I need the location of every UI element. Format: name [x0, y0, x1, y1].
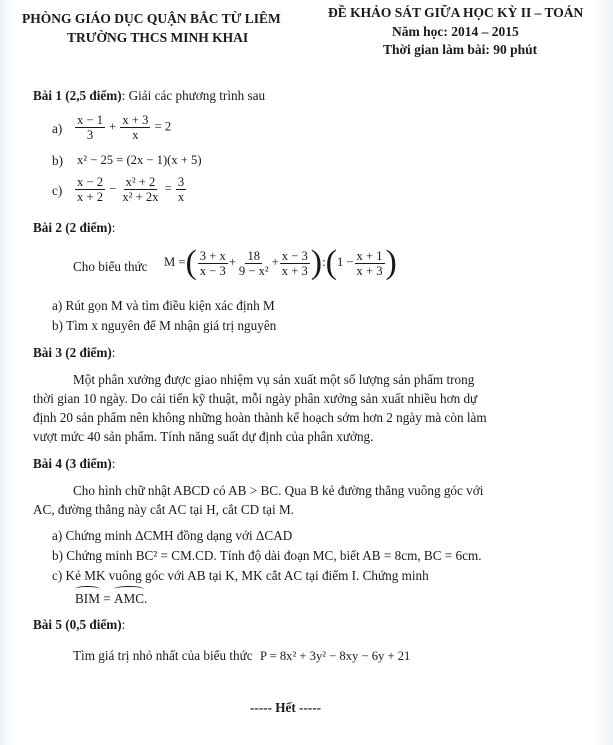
- bai5-heading: [33, 617, 125, 633]
- bai2-term3: [280, 249, 310, 278]
- op-plus: +: [109, 119, 117, 134]
- bai1-heading: [33, 88, 265, 104]
- op-minus: −: [109, 181, 117, 196]
- bai5-title: Bài 5 (0,5 điểm): [33, 617, 122, 632]
- frac-den: 3: [86, 128, 94, 142]
- frac-den: x + 3: [356, 263, 383, 278]
- footer-end: ----- Hết -----: [250, 700, 322, 715]
- bai1-a-frac1: [75, 113, 105, 142]
- bai1-a-rhs: = 2: [154, 119, 172, 134]
- bai3-line2: thời gian 10 ngày. Do cải tiến kỹ thuật, mỗi ngày phân xưởng sản xuất nhiều hơn dự: [33, 391, 478, 406]
- frac-num: x + 3: [122, 113, 149, 127]
- bai5-text: [73, 648, 410, 664]
- bai5-instruction: Tìm giá trị nhỏ nhất của biểu thức: [73, 648, 253, 663]
- frac-num: 18: [247, 248, 261, 263]
- bai1-b-equation: x² − 25 = (2x − 1)(x + 5): [77, 153, 202, 167]
- paren-open: (: [325, 244, 337, 281]
- header-dept: PHÒNG GIÁO DỤC QUẬN BẮC TỪ LIÊM: [22, 11, 281, 26]
- bai1-a-frac2: [120, 113, 150, 142]
- bai2-intro: Cho biểu thức: [73, 259, 148, 274]
- bai4-line2: AC, đường thẳng này cắt AC tại H, cắt CD tại M.: [33, 502, 294, 517]
- paren-close: ): [385, 244, 397, 281]
- frac-den: x: [177, 190, 185, 204]
- op-divide: :: [322, 254, 326, 269]
- frac-num: x² + 2: [125, 175, 156, 189]
- bai4-part-a: a) Chứng minh ΔCMH đồng dạng với ΔCAD: [52, 528, 293, 543]
- bai2-expression: M =( $\frac{3 + x}{x - 3}$ + $\frac{18}{\text{9 − x²}}$ + $\frac{x - 3}{x + 3}$ ):(1 − $\frac{x + 1}{x + 3}$ ): [164, 244, 397, 281]
- frac-num: x + 1: [356, 248, 383, 263]
- bai3-colon: :: [111, 345, 116, 360]
- bai3-line1: Một phân xưởng được giao nhiệm vụ sản xuất một số lượng sản phẩm trong: [73, 372, 475, 387]
- header-exam-title: ĐỀ KHẢO SÁT GIỮA HỌC KỲ II – TOÁN: [328, 5, 584, 20]
- bai2-m-equals: M =: [164, 254, 186, 269]
- bai4-title: Bài 4 (3 điểm): [33, 456, 112, 471]
- bai4-part-c: c) Kẻ MK vuông góc với AB tại K, MK cắt AC tại điểm I. Chứng minh: [52, 568, 429, 583]
- frac-den: x − 3: [199, 263, 226, 278]
- bai5-expression: P = 8x² + 3y² − 8xy − 6y + 21: [259, 649, 411, 663]
- bai2-term2: [237, 249, 271, 278]
- bai1-c-frac3: [176, 175, 186, 204]
- paren-close: ): [310, 244, 323, 281]
- bai2-term4: [355, 249, 385, 278]
- frac-den: x + 3: [281, 263, 308, 278]
- frac-num: x − 1: [77, 113, 103, 127]
- bai1-c-frac2: [120, 175, 160, 204]
- bai1-a-equation: [74, 113, 171, 142]
- frac-den: x: [132, 128, 139, 142]
- bai4-part-c-angles: [75, 589, 147, 609]
- header-year: Năm học: 2014 – 2015: [392, 24, 519, 39]
- angle-amc: AMC: [114, 589, 144, 609]
- frac-den: x² + 2x: [122, 190, 159, 204]
- bai2-part-a: a) Rút gọn M và tìm điều kiện xác định M: [52, 298, 275, 313]
- frac-num: x − 3: [281, 248, 308, 263]
- header-school: TRƯỜNG THCS MINH KHAI: [67, 30, 249, 45]
- bai2-one-minus: 1 −: [336, 254, 354, 269]
- op-equals: =: [103, 591, 111, 606]
- bai1-c-label: c): [52, 183, 63, 198]
- bai4-line1: Cho hình chữ nhật ABCD có AB > BC. Qua B kẻ đường thẳng vuông góc với: [73, 483, 484, 498]
- bai3-line4: vượt mức 40 sản phẩm. Tính năng suất dự định của phân xưởng.: [33, 429, 374, 444]
- frac-num: 3: [177, 175, 185, 189]
- op-equals: =: [164, 181, 172, 196]
- frac-den: x + 2: [77, 190, 103, 204]
- bai1-b-label: b): [52, 153, 63, 168]
- bai1-c-equation: [74, 175, 187, 204]
- bai3-title: Bài 3 (2 điểm): [33, 345, 112, 360]
- bai4-part-b: b) Chứng minh BC² = CM.CD. Tính độ dài đoạn MC, biết AB = 8cm, BC = 6cm.: [52, 548, 482, 563]
- bai2-part-b: b) Tìm x nguyên để M nhận giá trị nguyên: [52, 318, 277, 333]
- bai3-heading: [33, 345, 115, 361]
- bai2-term1: [198, 249, 228, 278]
- bai1-instruction: : Giải các phương trình sau: [121, 88, 266, 103]
- bai1-c-frac1: [75, 175, 105, 204]
- bai1-title: Bài 1 (2,5 điểm): [33, 88, 122, 103]
- bai5-colon: :: [121, 617, 126, 632]
- bai1-a-label: a): [52, 121, 63, 136]
- period: .: [144, 591, 148, 606]
- bai3-line3: định 20 sản phẩm nên không những hoàn thành kế hoạch sớm hơn 2 ngày mà còn làm: [33, 410, 487, 425]
- frac-num: x − 2: [77, 175, 103, 189]
- paren-open: (: [185, 244, 197, 281]
- bai2-colon: :: [111, 220, 116, 235]
- frac-den: 9 − x²: [238, 263, 269, 278]
- bai4-heading: [33, 456, 115, 472]
- bai4-colon: :: [111, 456, 116, 471]
- bai2-title: Bài 2 (2 điểm): [33, 220, 112, 235]
- frac-num: 3 + x: [199, 248, 226, 263]
- header-time: Thời gian làm bài: 90 phút: [383, 42, 538, 57]
- bai2-heading: [33, 220, 115, 236]
- angle-bim: BIM: [75, 589, 100, 609]
